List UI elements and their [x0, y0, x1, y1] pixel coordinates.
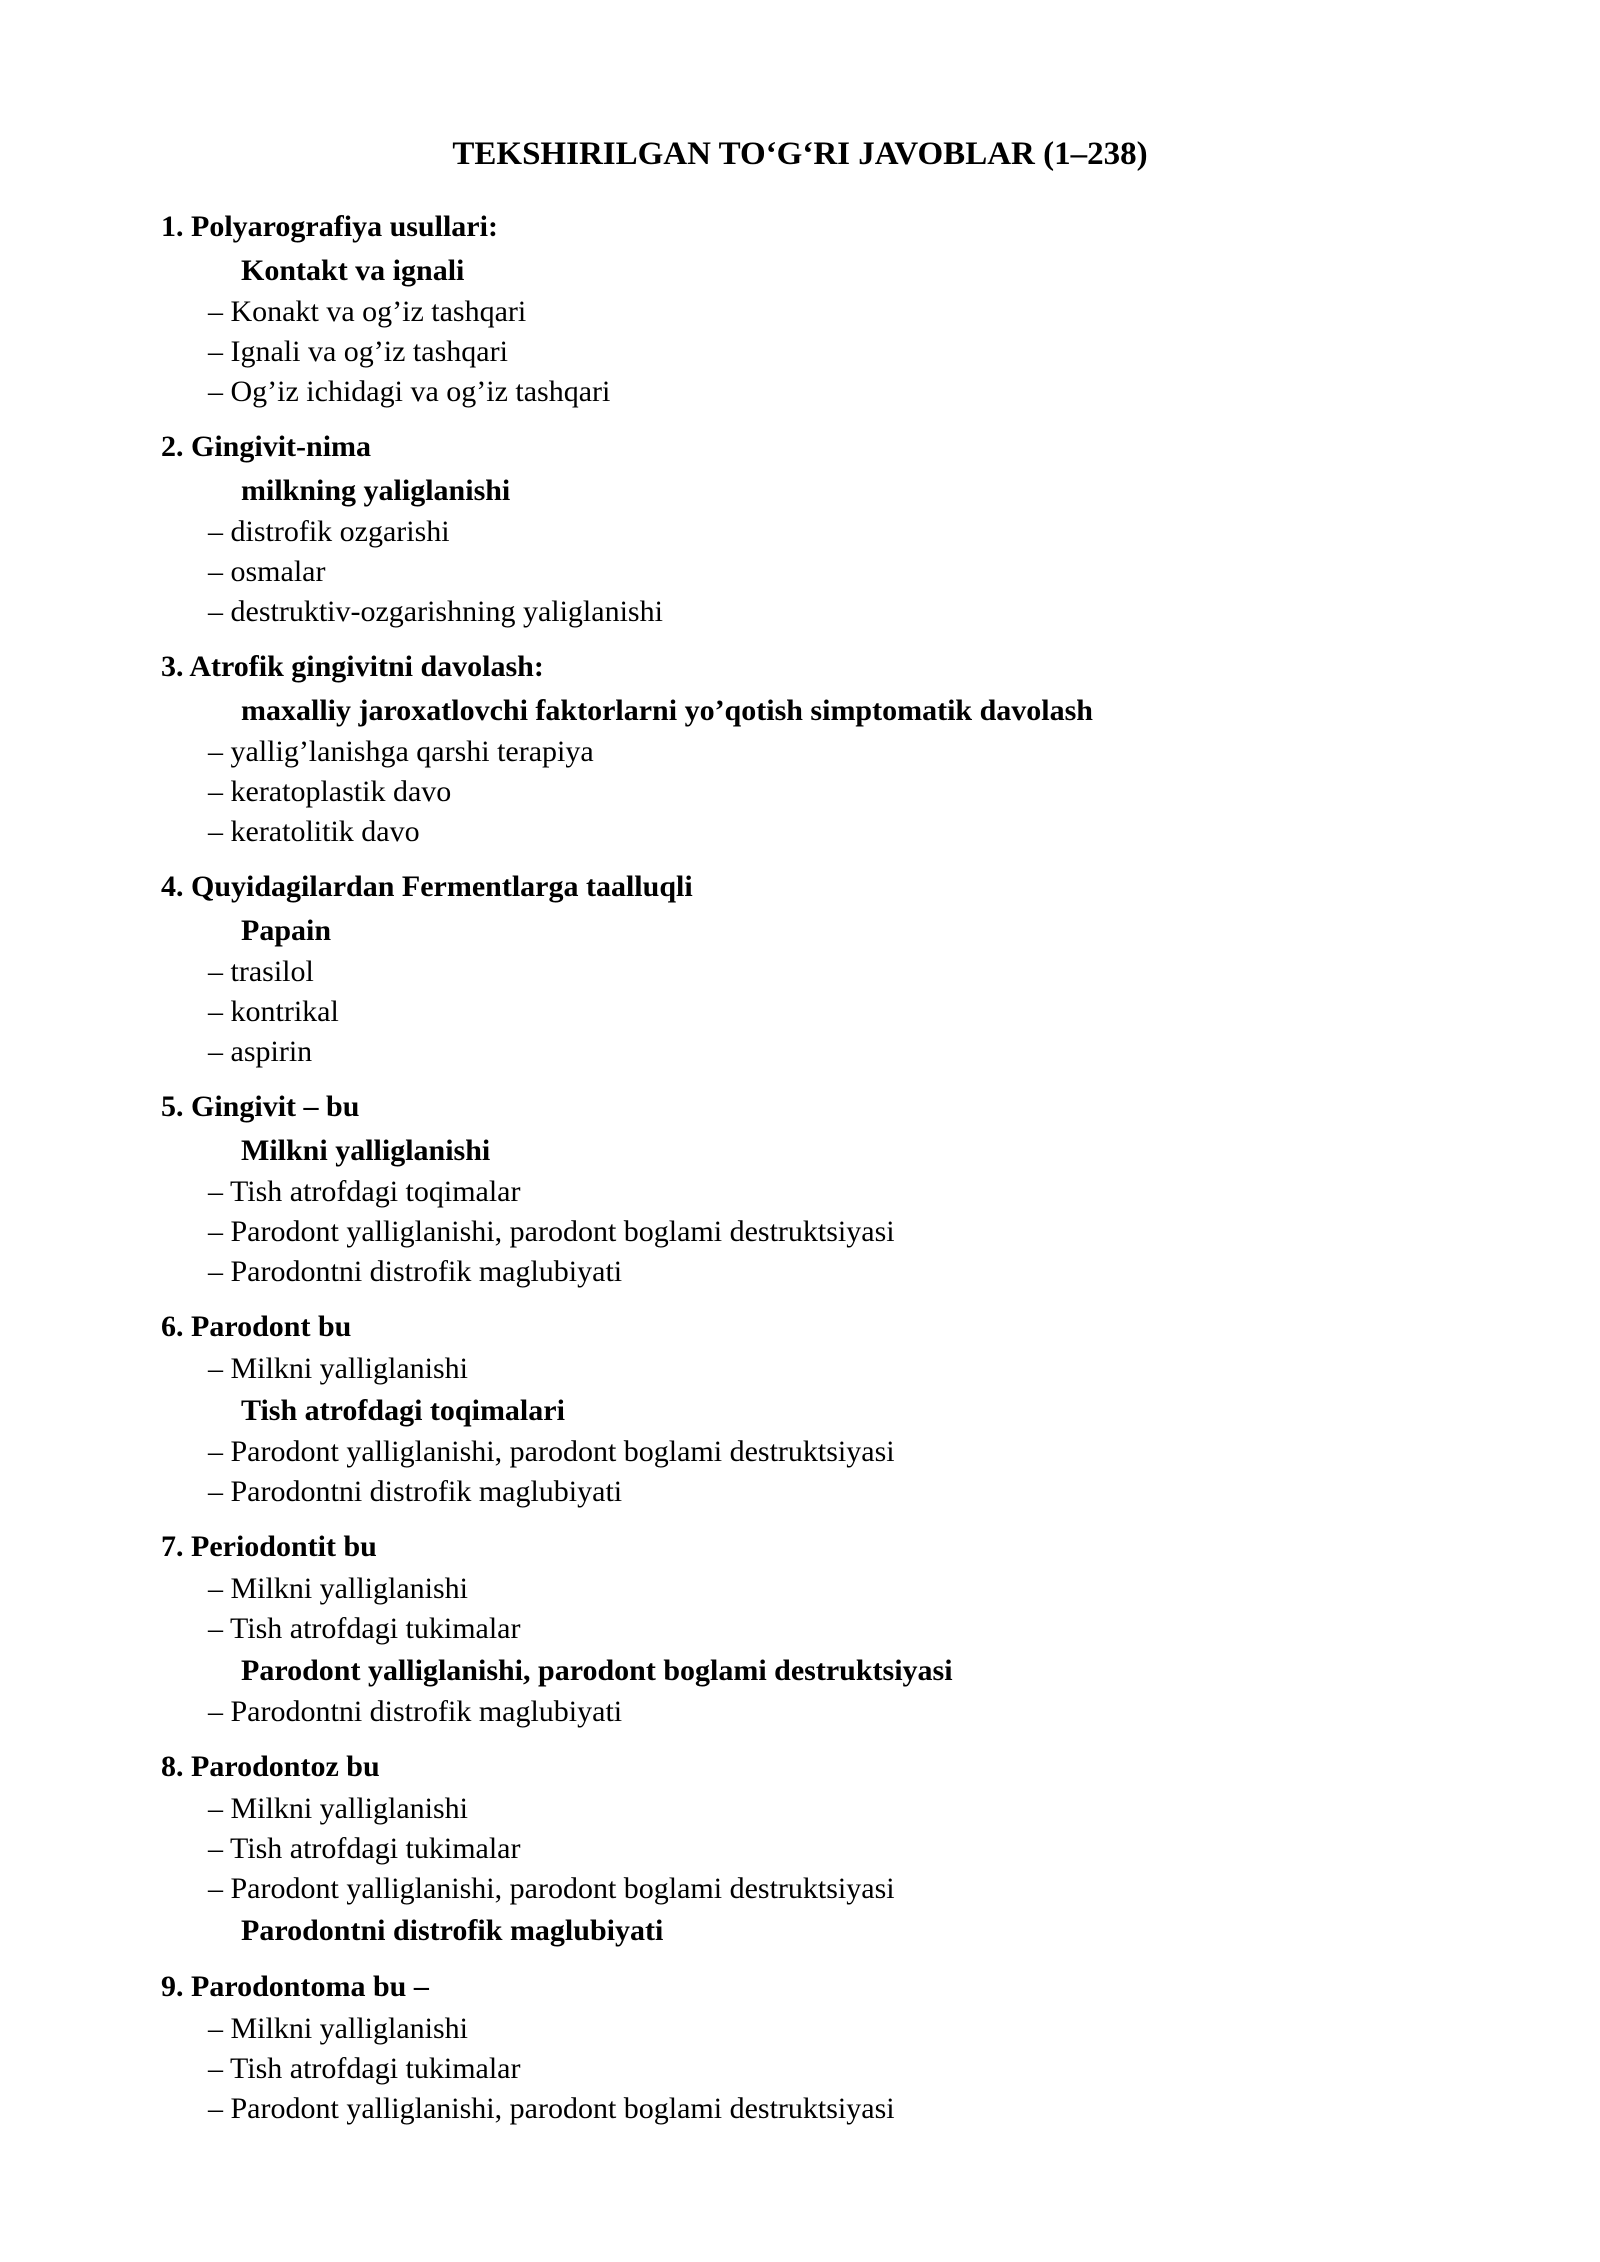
correct-answer: maxalliy jaroxatlovchi faktorlarni yo’qotish simptomatik davolash	[241, 694, 1093, 727]
answer-option: – aspirin	[161, 1032, 1461, 1072]
question-block	[161, 645, 1461, 852]
answer-option: – Tish atrofdagi tukimalar	[161, 1609, 1461, 1649]
question-block	[161, 1965, 1461, 2129]
question-title: 8. Parodontoz bu	[161, 1750, 380, 1783]
correct-answer: Parodontni distrofik maglubiyati	[241, 1914, 664, 1947]
correct-answer: Papain	[241, 914, 332, 947]
answer-option: – distrofik ozgarishi	[161, 512, 1461, 552]
answer-option: – Milkni yalliglanishi	[161, 1349, 1461, 1389]
answer-option: – keratolitik davo	[161, 812, 1461, 852]
answer-option: – osmalar	[161, 552, 1461, 592]
answer-option: – Milkni yalliglanishi	[161, 1569, 1461, 1609]
question-block	[161, 1525, 1461, 1732]
answer-option: – Parodont yalliglanishi, parodont boglami destruktsiyasi	[161, 1432, 1461, 1472]
question-title: 2. Gingivit-nima	[161, 430, 372, 463]
question-title: 5. Gingivit – bu	[161, 1090, 360, 1123]
answer-option: – Og’iz ichidagi va og’iz tashqari	[161, 372, 1461, 412]
answer-option: – yallig’lanishga qarshi terapiya	[161, 732, 1461, 772]
question-title: 1. Polyarografiya usullari:	[161, 210, 498, 243]
correct-answer: Milkni yalliglanishi	[241, 1134, 491, 1167]
answer-option: – Parodont yalliglanishi, parodont boglami destruktsiyasi	[161, 1212, 1461, 1252]
correct-answer: milkning yaliglanishi	[241, 474, 511, 507]
answer-option: – destruktiv-ozgarishning yaliglanishi	[161, 592, 1461, 632]
answer-option: – Tish atrofdagi toqimalar	[161, 1172, 1461, 1212]
question-block	[161, 1085, 1461, 1292]
answer-option: – Parodontni distrofik maglubiyati	[161, 1472, 1461, 1512]
answer-option: – keratoplastik davo	[161, 772, 1461, 812]
question-title: 6. Parodont bu	[161, 1310, 352, 1343]
question-title: 9. Parodontoma bu –	[161, 1970, 429, 2003]
answer-option: – Parodontni distrofik maglubiyati	[161, 1252, 1461, 1292]
answer-option: – Milkni yalliglanishi	[161, 2009, 1461, 2049]
question-block	[161, 205, 1461, 412]
question-block	[161, 1745, 1461, 1952]
question-block	[161, 425, 1461, 632]
answer-option: – Milkni yalliglanishi	[161, 1789, 1461, 1829]
answer-option: – Parodont yalliglanishi, parodont boglami destruktsiyasi	[161, 1869, 1461, 1909]
question-title: 4. Quyidagilardan Fermentlarga taalluqli	[161, 870, 693, 903]
answer-option: – Tish atrofdagi tukimalar	[161, 1829, 1461, 1869]
question-block	[161, 865, 1461, 1072]
question-title: 7. Periodontit bu	[161, 1530, 377, 1563]
correct-answer: Kontakt va ignali	[241, 254, 465, 287]
correct-answer: Parodont yalliglanishi, parodont boglami destruktsiyasi	[241, 1654, 953, 1687]
correct-answer: Tish atrofdagi toqimalari	[241, 1394, 565, 1427]
answer-option: – Parodont yalliglanishi, parodont boglami destruktsiyasi	[161, 2089, 1461, 2129]
answer-option: – Ignali va og’iz tashqari	[161, 332, 1461, 372]
question-list	[161, 205, 1461, 2142]
answer-option: – Parodontni distrofik maglubiyati	[161, 1692, 1461, 1732]
answer-option: – kontrikal	[161, 992, 1461, 1032]
question-block	[161, 1305, 1461, 1512]
page-title: TEKSHIRILGAN TO‘G‘RI JAVOBLAR (1–238)	[452, 136, 1148, 172]
question-title: 3. Atrofik gingivitni davolash:	[161, 650, 544, 683]
answer-option: – Konakt va og’iz tashqari	[161, 292, 1461, 332]
answer-option: – trasilol	[161, 952, 1461, 992]
answer-option: – Tish atrofdagi tukimalar	[161, 2049, 1461, 2089]
